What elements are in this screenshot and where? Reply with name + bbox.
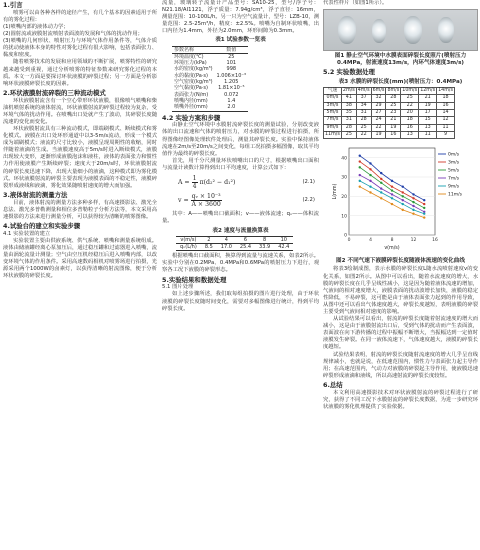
table-cell: 25 bbox=[401, 95, 419, 102]
data-point bbox=[391, 190, 393, 192]
equation-lhs: v = bbox=[178, 197, 189, 205]
data-point bbox=[380, 178, 382, 180]
table-cell: 11 bbox=[437, 124, 455, 131]
table-cell: 12 bbox=[437, 117, 455, 124]
table-cell: 参数名称 bbox=[172, 46, 215, 53]
table-cell: 1.205 bbox=[224, 79, 239, 86]
section-title-data-processing: 5.2 实验数据处理 bbox=[323, 68, 375, 77]
table-cell: 35 bbox=[341, 110, 356, 117]
x-tick-label: 0 bbox=[347, 238, 351, 244]
paragraph-flow-1: 环状液膜射流含有一个空心带形环状液膜，很像喷气喷嘴和柴油机喷射系统的液体射流，环状液膜射流的碎裂过程较为复杂，受环境气体的扰动作用。在喷嘴出口处就产生了波动，其碎裂长度随流速的变化而变化。 bbox=[3, 97, 157, 125]
table-cell: 34 bbox=[356, 102, 371, 109]
data-point bbox=[369, 192, 371, 194]
table-row bbox=[324, 88, 455, 95]
section-title-summary: 6.总结 bbox=[323, 380, 343, 389]
paragraph-image-processing: 如上述步骤所述，我们取每组拍摄的图片进行处理，由于环状液膜的碎裂长度随时间变化，需要对多幅图像进行统计，得到平均碎裂长度。 bbox=[162, 291, 319, 312]
equation-number: (2.1) bbox=[302, 179, 315, 186]
paragraph-analysis-1: 将表3绘制成图，表示水膜的碎裂长度L随水流喷射速度v的变化关系，如图2所示。从图中可以看出，随着水流速度的增大，水膜的碎裂长度在几乎呈线性减小，这是因为随着液体流速的增加，气液间的相对速度增大，液膜表面的扰动波增长加快，液膜的稳定性降低，不易碎裂，这可能是由于液体表面张力起到的作用导致，从图中还可以看出气体速度越大，碎裂长度越短，表明液膜的碎裂主要受到气液间相对速度的影响。 bbox=[323, 266, 478, 315]
data-point bbox=[412, 209, 414, 211]
table-caption: 表3 水膜的碎裂长度(mm)(喷射压力：0.4MPa) bbox=[338, 79, 463, 86]
table-cell: 14 bbox=[437, 110, 455, 117]
data-point bbox=[359, 166, 361, 168]
equation-velocity bbox=[178, 193, 319, 208]
section-title-intro: 1.引言 bbox=[3, 1, 23, 9]
table-row bbox=[176, 236, 293, 243]
table-cell: 7m/s bbox=[324, 117, 342, 124]
table-cell: 18 bbox=[401, 117, 419, 124]
fraction-numerator: 1 bbox=[192, 174, 197, 182]
table-cell: 1.006×10⁻³ bbox=[216, 72, 247, 79]
table-cell: 水的密度(kg/m³) bbox=[174, 66, 213, 73]
data-point bbox=[402, 203, 404, 205]
x-tick-label: 12 bbox=[410, 238, 417, 244]
data-point bbox=[359, 174, 361, 176]
table-cell: 表面张力(N/m) bbox=[174, 91, 209, 98]
data-point bbox=[402, 186, 404, 188]
data-point bbox=[391, 186, 393, 188]
table-cell: 25.4 bbox=[236, 243, 255, 250]
table-cell: 18 bbox=[437, 95, 455, 102]
data-point bbox=[423, 213, 425, 215]
paragraph-summary: 本文利用高速摄影技术对环状液膜射流的碎裂过程进行了研究，获得了不同工况下水膜射流的碎裂长度数据，为进一步研究环状液膜的雾化机理提供了实验依据。 bbox=[323, 389, 478, 410]
table-cell: 2 bbox=[201, 236, 217, 243]
table-cell: 38 bbox=[341, 102, 356, 109]
data-point bbox=[423, 199, 425, 201]
data-point bbox=[412, 197, 414, 199]
table-cell: 0.072 bbox=[224, 91, 239, 98]
table-cell: 13 bbox=[419, 124, 437, 131]
data-point bbox=[402, 199, 404, 201]
table-cell: 气速 bbox=[324, 88, 342, 95]
table-cell: 空气密度(kg/m³) bbox=[174, 79, 213, 86]
fraction-denominator: A × 3600 bbox=[191, 201, 221, 209]
table-cell: 17 bbox=[419, 110, 437, 117]
table-cell: 19 bbox=[386, 124, 401, 131]
droplet-image bbox=[338, 16, 356, 44]
y-tick-label: 10 bbox=[341, 214, 347, 220]
table-cell: 29 bbox=[371, 102, 386, 109]
table-cell: 4m/s bbox=[357, 88, 370, 94]
section-title-flow-modes: 2.环状液膜射流碎裂的三种流动模式 bbox=[3, 88, 106, 97]
section-title-test-bench: 4.试验台的建立和实验步骤 bbox=[3, 221, 81, 230]
table-cell: 37 bbox=[356, 95, 371, 102]
paragraph-flowmeter: 流量，玻璃转子流量计产品型号：SA10-25，型号/浮子号：N21.18/AI1121，浮子质量：7.94g/cm³，浮子直径：16mm，测量范围：10-100L/h。另一只为空气流量计，型号：LZB-10，测量范围：2.5-25m³/h，精度：±2.5%。喷嘴为自制环状喷嘴，出口内径为1.4mm，外径为2.0mm，环形间隙为0.3mm。 bbox=[162, 0, 319, 35]
equation-notes: 其中：A——喷嘴出口截面积；v——液体流速；qᵥ——体积流量。 bbox=[162, 211, 319, 225]
data-point bbox=[412, 205, 414, 207]
y-tick-label: 0 bbox=[344, 233, 347, 239]
data-point bbox=[359, 180, 361, 182]
table-cell: 4 bbox=[217, 236, 236, 243]
table-cell: 环境压力(kPa) bbox=[174, 60, 207, 67]
table-cell: 16 bbox=[401, 124, 419, 131]
table-cell: 19 bbox=[371, 131, 386, 138]
table-row bbox=[324, 95, 455, 102]
legend-label: 11m/s bbox=[448, 192, 462, 198]
table-cell: 3m/s bbox=[324, 102, 342, 109]
table-cell: 6 bbox=[236, 236, 255, 243]
droplet-image bbox=[404, 16, 422, 44]
subsection-title: 5.1 图片处理 bbox=[162, 284, 194, 291]
table-cell: 31 bbox=[356, 110, 371, 117]
x-axis-label: v(m/s) bbox=[384, 246, 400, 252]
data-point bbox=[380, 182, 382, 184]
equation-fraction bbox=[192, 175, 198, 190]
data-point bbox=[359, 161, 361, 163]
spray-photo bbox=[323, 9, 478, 51]
table-cell: 13 bbox=[401, 131, 419, 138]
droplet-image bbox=[438, 17, 454, 43]
table-cell: 环境温度(℃) bbox=[174, 53, 204, 60]
table-cell: 32 bbox=[371, 95, 386, 102]
table-cell: 22 bbox=[371, 124, 386, 131]
table-cell: 空气黏度(Pa·s) bbox=[174, 85, 208, 92]
data-point bbox=[412, 213, 414, 215]
x-tick-label: 8 bbox=[390, 238, 394, 244]
velocity-flow-table bbox=[176, 236, 293, 252]
data-point bbox=[369, 174, 371, 176]
table-cell: 31 bbox=[341, 117, 356, 124]
table-row bbox=[172, 46, 248, 53]
table-cell: 15 bbox=[419, 117, 437, 124]
paragraph-measurement: 目前，液体射流的测量方法多种多样，有高速摄影法、激光全息法、激光多普勒测量和相位多普勒粒子分析方法等，本文采用高速摄影的方法来进行测量分析，可以获得较为清晰的喷雾图像。 bbox=[3, 199, 157, 220]
table-cell: 1.81×10⁻⁵ bbox=[218, 85, 245, 92]
data-point bbox=[380, 192, 382, 194]
paragraph-test-bench: 实验装置主要由供液系统、供气系统、喷嘴和测量系统组成。液体由储液罐经离心泵加压后，通过稳压罐和过滤器进入喷嘴，流量由涡轮流量计测量；空气由空压机经稳压后进入喷嘴内部，以改变环境气体的作用条件。采用高速数码相机对喷雾场进行拍摄，光源采用两个1000W的卤素灯，以获得清晰的射流图像，便于分析环状液膜的碎裂长度。 bbox=[3, 237, 157, 280]
table-row bbox=[176, 243, 293, 250]
table-cell: 10 bbox=[274, 236, 293, 243]
data-point bbox=[391, 180, 393, 182]
table-cell: 25 bbox=[341, 131, 356, 138]
data-point bbox=[359, 155, 361, 157]
data-point bbox=[380, 197, 382, 199]
y-axis-label: L(mm) bbox=[333, 183, 338, 200]
section-title-measurement: 3.液体射流的测量方法 bbox=[3, 190, 68, 199]
table-cell: 16 bbox=[386, 131, 401, 138]
table-cell: 33.9 bbox=[255, 243, 274, 250]
table-cell: 19 bbox=[419, 102, 437, 109]
breakup-length-table bbox=[323, 87, 455, 139]
paragraph-procedure-1: 由静止空气环境中水膜射流碎裂长度的测量试验，分别改变液体的出口流速和气体的喷射压力，对水膜的碎裂过程进行拍摄，所得图像经图像处理软件处理后，测量其碎裂长度。实验中保持液体流速在2m/s至20m/s之间变化，每组工况拍摄多幅图像，取其平均值作为最终的碎裂长度。 bbox=[162, 122, 319, 157]
table-cell: 23 bbox=[386, 110, 401, 117]
section-title-procedure: 4.2 实验方案和步骤 bbox=[162, 113, 221, 122]
figure-caption: 图2 不同气速下液膜碎裂长度随液体流速的变化曲线 bbox=[336, 258, 465, 265]
table-cell: 22 bbox=[401, 102, 419, 109]
subsection-title: 4.1 实验装置的建立 bbox=[3, 230, 51, 237]
table-cell: 28 bbox=[341, 124, 356, 131]
data-point bbox=[391, 193, 393, 195]
parameter-table bbox=[172, 46, 248, 112]
table-cell: 喷嘴内径(mm) bbox=[174, 97, 208, 104]
paragraph-flow-2: 环状液膜射流具有三种流动模式，即端刷模式、断续模式和雾化模式。液膜在出口处环形通道中以3-5m/s流动，形成一个模式成为端刷模式；液流的尺寸比较小，液膜呈现周期性的收缩，同时伴随着液滴的生成。当液膜速度高于5m/s时进入断续模式，液膜出现较大变形，逐渐形成液膜泡沫和液柱，液体的表面张力和惯性力作用使液膜产生断续碎裂；速度大于20m/s时，环状液膜射流的碎裂长度迅速下降，出现大量细小的液滴，这种模式即为雾化模式。环状液膜射流的碎裂主要表现为液膜表面的不稳定性，液膜碎裂形成液线和液滴，雾化效果随喷射速度的增大而加强。 bbox=[3, 126, 157, 189]
table-cell: 5m/s bbox=[324, 110, 342, 117]
table-cell: v(m/s) bbox=[176, 236, 201, 243]
data-point bbox=[369, 186, 371, 188]
data-point bbox=[359, 186, 361, 188]
table-cell: qᵥ(L/h) bbox=[176, 243, 201, 250]
data-point bbox=[412, 201, 414, 203]
equation-number: (2.2) bbox=[302, 197, 315, 204]
y-tick-label: 30 bbox=[341, 175, 347, 181]
table-cell: 6m/s bbox=[372, 88, 385, 94]
data-point bbox=[369, 180, 371, 182]
data-point bbox=[402, 195, 404, 197]
breakup-length-chart bbox=[331, 143, 469, 251]
table-cell: 11 bbox=[419, 131, 437, 138]
paragraph-procedure-2: 首先，用千分尺测量环状喷嘴出口的尺寸，根据喷嘴出口面积与流量计读数计算得到出口平均速度，计算公式如下： bbox=[162, 157, 319, 171]
table-row bbox=[324, 124, 455, 131]
table-caption: 表1 试验参数一览表 bbox=[215, 37, 266, 44]
list-item: (1)喷嘴内部的液体动力学； bbox=[3, 23, 69, 30]
table-row bbox=[324, 131, 455, 138]
data-point bbox=[369, 168, 371, 170]
data-point bbox=[369, 163, 371, 165]
section-title-results: 5.实验结果和数据处理 bbox=[162, 275, 227, 284]
paragraph-sample: 代表性样片（如图1所示）。 bbox=[323, 0, 388, 6]
table-caption: 表2 速度与流量换算表 bbox=[212, 227, 269, 234]
table-cell: 998 bbox=[226, 66, 237, 73]
x-tick-label: 4 bbox=[369, 238, 372, 244]
y-tick-label: 40 bbox=[341, 156, 347, 162]
table-row bbox=[324, 110, 455, 117]
column-right bbox=[323, 0, 478, 550]
data-point bbox=[391, 197, 393, 199]
table-cell: 14m/s bbox=[438, 88, 453, 94]
data-point bbox=[391, 203, 393, 205]
data-point bbox=[402, 209, 404, 211]
legend-label: 3m/s bbox=[448, 160, 460, 166]
table-cell: 2.0 bbox=[215, 104, 249, 111]
data-point bbox=[412, 193, 414, 195]
table-row bbox=[324, 102, 455, 109]
table-cell: 25 bbox=[386, 102, 401, 109]
list-item: (3)喷嘴的几何形状、喷射压力与环境气体作用条件等，气体介质的扰动使液体本身的特性对雾化过程有很大影响，包括表面张力、黏度和密度。 bbox=[3, 38, 157, 59]
data-point bbox=[423, 217, 425, 219]
list-item: (2)圆射流或液膜射流喷射表面波的发展和气体的扰动作用； bbox=[3, 31, 143, 38]
table-cell: 25 bbox=[356, 124, 371, 131]
equation-rhs: π(d₂² − d₁²) bbox=[199, 179, 236, 187]
column-middle bbox=[162, 0, 319, 550]
droplet-image bbox=[372, 19, 386, 43]
table-cell: 0m/s bbox=[324, 95, 342, 102]
paragraph-intro: 喷雾可以由各种各样的途径产生，有几个基本的因素适用于所有的雾化过程： bbox=[3, 9, 157, 23]
table-cell: 12m/s bbox=[420, 88, 436, 94]
figure-caption: 图1 静止空气环境中水膜表面碎裂长度照片(喷射压力0.4MPa，射流速度13m/s，内环气体速度3m/s) bbox=[334, 53, 467, 67]
table-cell: 11m/s bbox=[325, 131, 340, 137]
table-cell: 28 bbox=[386, 95, 401, 102]
table-cell: 20 bbox=[401, 110, 419, 117]
paragraph-analysis-3: 试验结果表明，射流的碎裂长度随射流速度的增大几乎呈直线规律减小，也就是说，在低速范围内，惯性力与表面张力起主导作用；在高速范围内，气动力对液膜的碎裂起主导作用，使液膜迅速碎裂形成液滴和液线，所以高速射流的碎裂长度较短。 bbox=[323, 351, 478, 379]
table-row bbox=[324, 117, 455, 124]
table-cell: 8 bbox=[255, 236, 274, 243]
data-point bbox=[402, 192, 404, 194]
table-cell: 喷嘴外径(mm) bbox=[172, 104, 215, 111]
table-cell: 24 bbox=[371, 117, 386, 124]
legend-label: 0m/s bbox=[448, 152, 460, 158]
equation-lhs: A = bbox=[178, 179, 190, 187]
paragraph-procedure-3: 根据喷嘴出口截面积，换算得到流量与流速关系，如表2所示。实验中分别在0.2MPa、0.4MPa和0.6MPa的喷射压力下进行，观察各工况下液膜的碎裂形态。 bbox=[162, 253, 319, 274]
y-tick-label: 20 bbox=[341, 195, 347, 201]
table-cell: 42.4 bbox=[274, 243, 293, 250]
legend-label: 5m/s bbox=[448, 168, 460, 174]
column-left bbox=[3, 0, 157, 550]
table-cell: 22 bbox=[356, 131, 371, 138]
table-cell: 9 bbox=[437, 131, 455, 138]
table-cell: 41 bbox=[341, 95, 356, 102]
equation-area bbox=[178, 175, 319, 190]
table-cell: 9m/s bbox=[324, 124, 342, 131]
paragraph-analysis-2: 从试验结果可以看出，射流的碎裂长度随着射流速度的增大而减小，这是由于液膜射流出口后，受到气体的扰动而产生表面波，表面波在向下游传播的过程中振幅不断增大，当振幅达到一定值时液膜发生碎裂。在同一液体流速下，气体速度越大，液膜的碎裂长度越短。 bbox=[323, 316, 478, 351]
table-cell: 25 bbox=[228, 53, 235, 60]
data-point bbox=[423, 203, 425, 205]
table-cell: 8.5 bbox=[201, 243, 217, 250]
equation-fraction bbox=[191, 193, 222, 208]
table-cell: 水的黏度(Pa·s) bbox=[174, 72, 208, 79]
data-point bbox=[380, 188, 382, 190]
fraction-numerator: qᵥ × 10⁻³ bbox=[191, 193, 221, 201]
paragraph-intro-2: 随着喷雾技术的发展和应用领域的不断扩展，喷雾特性的研究越来越受到重视，通过分析喷雾的特征参数来研究雾化过程的本质。本文一方面是要探讨环状液膜的碎裂过程；另一方面是分析影响环状液膜碎裂长度的因素。 bbox=[3, 59, 157, 87]
legend-label: 7m/s bbox=[448, 176, 460, 182]
table-cell: 17.0 bbox=[217, 243, 236, 250]
table-cell: 28 bbox=[356, 117, 371, 124]
data-point bbox=[380, 172, 382, 174]
data-point bbox=[423, 207, 425, 209]
table-cell: 2m/s bbox=[342, 88, 355, 94]
table-cell: 10m/s bbox=[402, 88, 418, 94]
table-cell: 8m/s bbox=[387, 88, 400, 94]
table-cell: 101 bbox=[226, 60, 237, 67]
table-cell: 16 bbox=[437, 102, 455, 109]
x-tick-label: 16 bbox=[432, 238, 438, 244]
table-row bbox=[172, 104, 248, 111]
table-cell: 1.4 bbox=[227, 97, 236, 104]
table-cell: 21 bbox=[386, 117, 401, 124]
table-cell: 数值 bbox=[215, 46, 249, 53]
fraction-denominator: 4 bbox=[192, 183, 197, 191]
legend-label: 9m/s bbox=[448, 184, 460, 190]
table-cell: 21 bbox=[419, 95, 437, 102]
table-cell: 27 bbox=[371, 110, 386, 117]
